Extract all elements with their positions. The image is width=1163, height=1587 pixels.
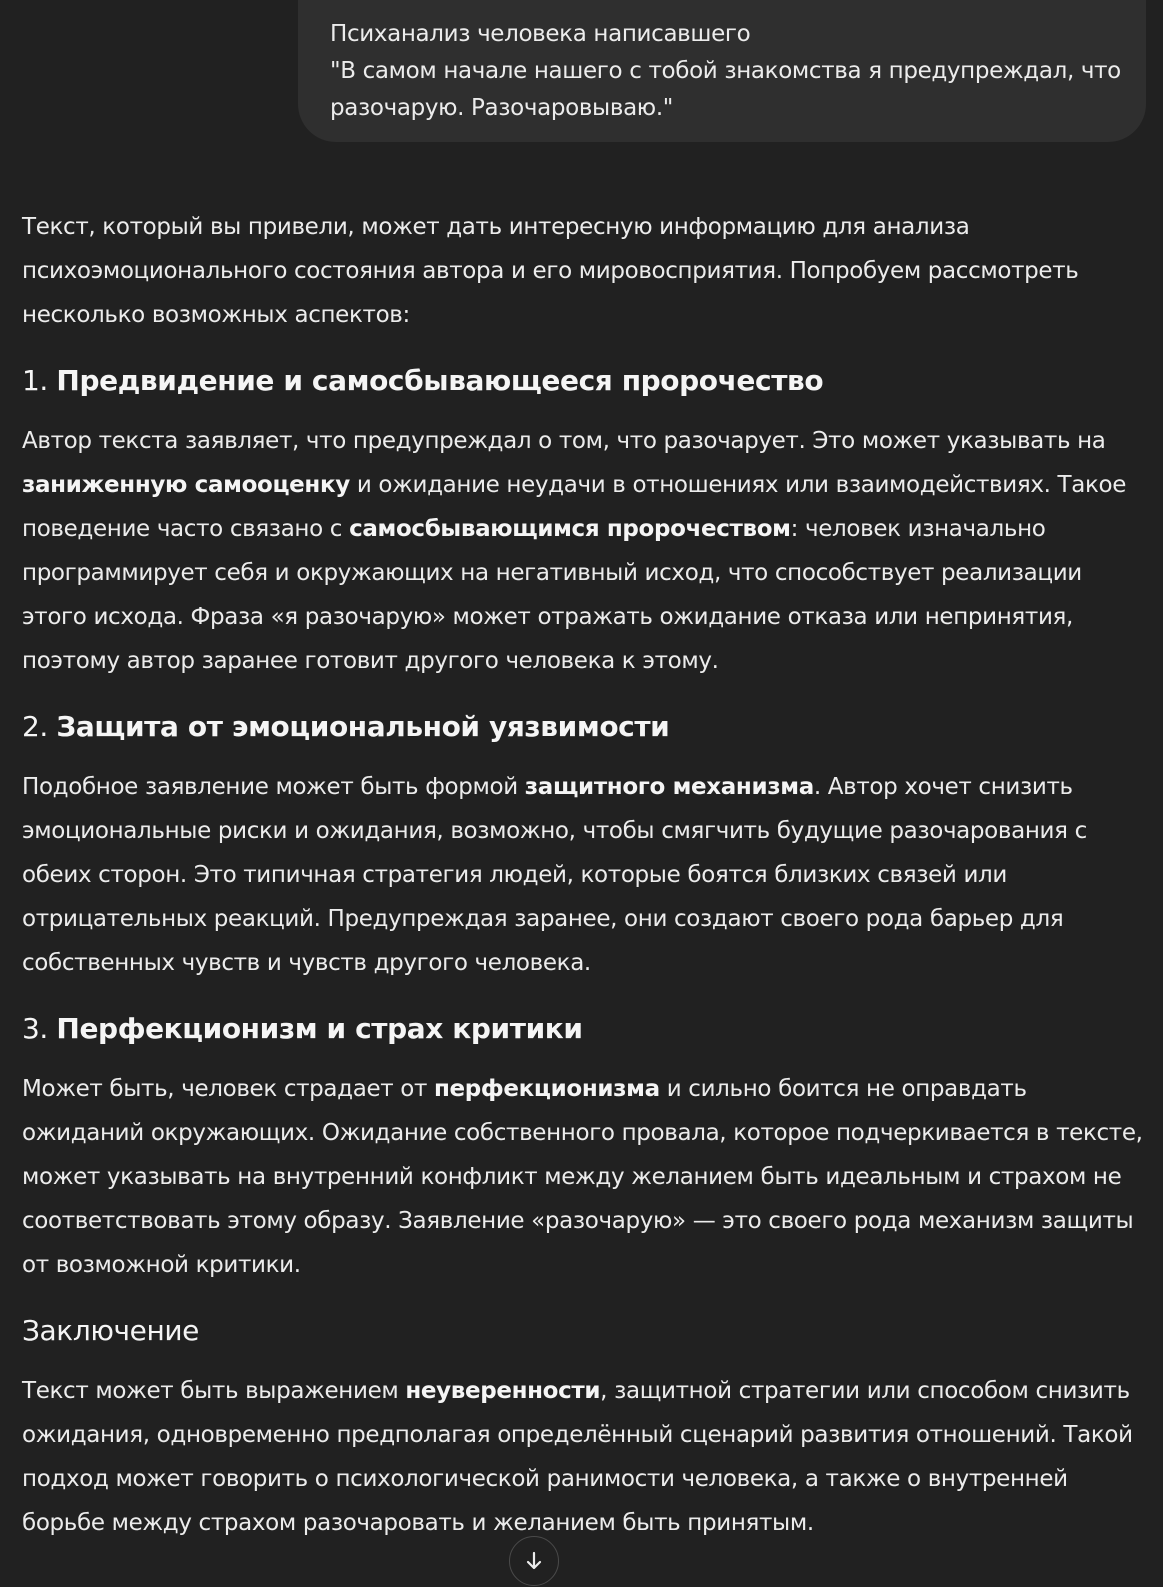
text-run: и сильно боится не оправдать ожиданий окружающих. Ожидание собственного провала, которое подчеркивается в тексте, может указывать на внутренний конфликт между желанием быть идеальным и страхом не соответствовать этому образу. Заявление «разочарую» — это своего рода механизм защиты от возможной критики. xyxy=(22,1076,1143,1278)
text-run: Автор текста заявляет, что предупреждал о том, что разочарует. Это может указывать на xyxy=(22,428,1106,454)
section-title: Предвидение и самосбывающееся пророчество xyxy=(56,364,824,397)
section-heading xyxy=(22,707,1150,747)
assistant-message xyxy=(22,205,1150,1545)
bold-text: защитного механизма xyxy=(524,774,814,800)
section-paragraph xyxy=(22,1067,1150,1287)
text-run: , защитной стратегии или способом снизить ожидания, одновременно предполагая определённый сценарий развития отношений. Такой подход может говорить о психологической ранимости человека, а также о внутренней борьбе между страхом разочаровать и желанием быть принятым. xyxy=(22,1378,1133,1536)
user-message-line: разочарую. Разочаровываю." xyxy=(330,95,674,121)
section-heading xyxy=(22,1009,1150,1049)
bold-text: перфекционизма xyxy=(434,1076,660,1102)
bold-text: самосбывающимся пророчеством xyxy=(349,516,791,542)
bold-text: заниженную самооценку xyxy=(22,472,350,498)
text-run: Текст может быть выражением xyxy=(22,1378,406,1404)
text-run: Подобное заявление может быть формой xyxy=(22,774,525,800)
scroll-to-bottom-button[interactable] xyxy=(509,1536,559,1586)
user-message-bubble xyxy=(298,0,1146,142)
text-run: . Автор хочет снизить эмоциональные риски и ожидания, возможно, чтобы смягчить будущие разочарования с обеих сторон. Это типичная стратегия людей, которые боятся близких связей или отрицательных реакций. Предупреждая заранее, они создают своего рода барьер для собственных чувств и чувств другого человека. xyxy=(22,774,1087,976)
user-message-line: Психанализ человека написавшего xyxy=(330,21,751,47)
section-title: Перфекционизм и страх критики xyxy=(56,1012,583,1045)
section-title: Защита от эмоциональной уязвимости xyxy=(56,710,670,743)
user-message-line: "В самом начале нашего с тобой знакомства я предупреждал, что xyxy=(330,58,1121,84)
section-number: 1. xyxy=(22,364,57,397)
section-paragraph xyxy=(22,419,1150,683)
section-heading xyxy=(22,361,1150,401)
section-number: 2. xyxy=(22,710,57,743)
answer-intro: Текст, который вы привели, может дать интересную информацию для анализа психоэмоционального состояния автора и его мировосприятия. Попробуем рассмотреть несколько возможных аспектов: xyxy=(22,214,1079,328)
bold-text: неуверенности xyxy=(405,1378,601,1404)
section-paragraph xyxy=(22,765,1150,985)
arrow-down-icon xyxy=(523,1550,545,1572)
text-run: Может быть, человек страдает от xyxy=(22,1076,435,1102)
text-run: и ожидание неудачи в отношениях или взаимодействиях. Такое поведение часто связано с xyxy=(22,472,1127,542)
section-number: 3. xyxy=(22,1012,57,1045)
text-run: : человек изначально программирует себя и окружающих на негативный исход, что способствует реализации этого исхода. Фраза «я разочарую» может отражать ожидание отказа или непринятия, поэтому автор заранее готовит другого человека к этому. xyxy=(22,516,1082,674)
conclusion-paragraph xyxy=(22,1369,1150,1545)
conclusion-heading: Заключение xyxy=(22,1314,199,1347)
